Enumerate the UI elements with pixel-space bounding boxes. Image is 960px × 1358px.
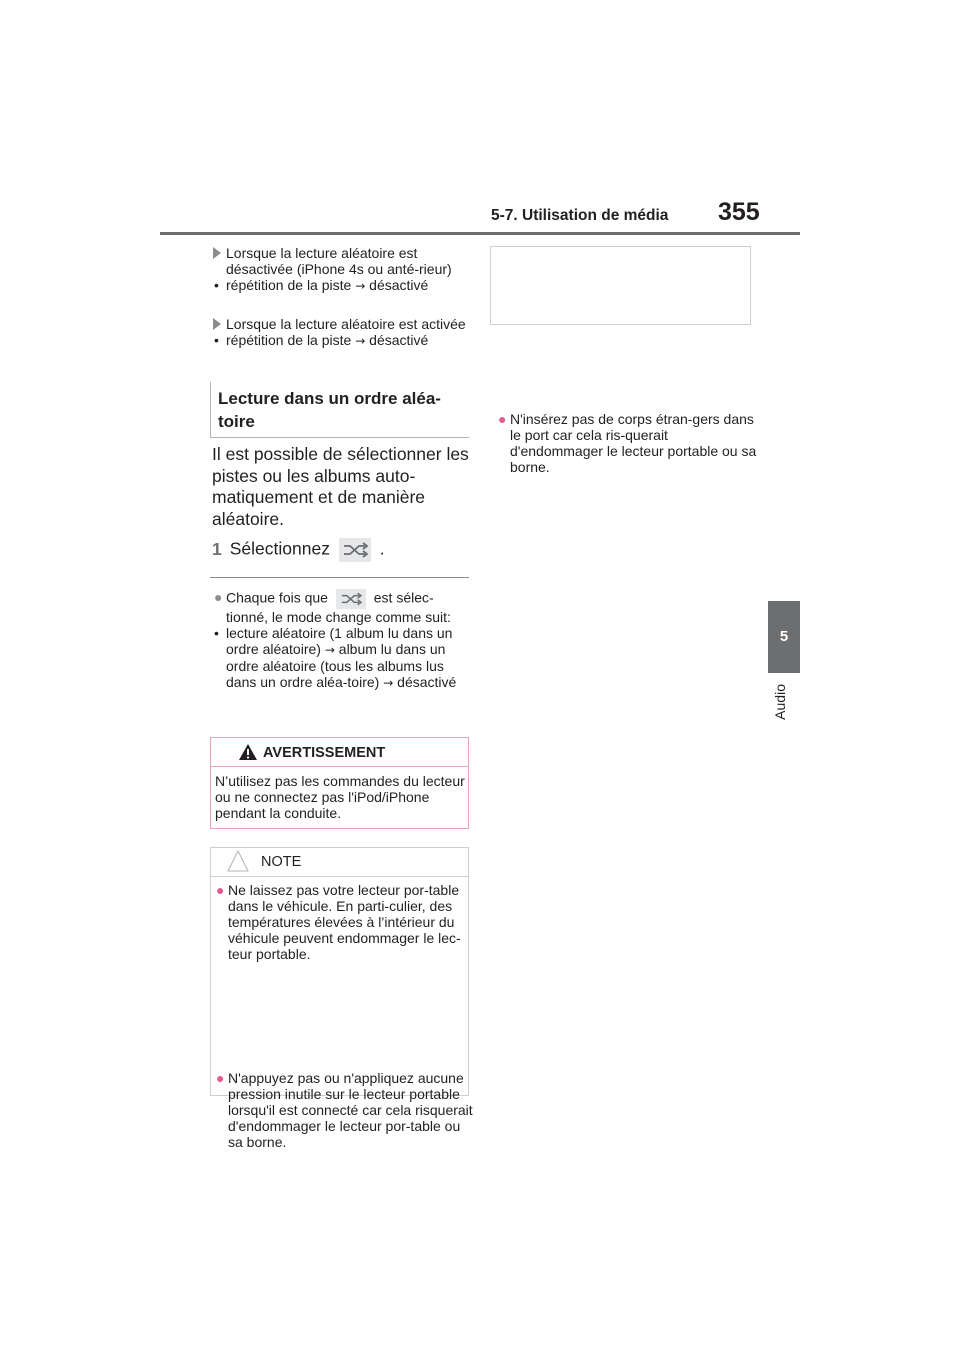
note-continuation-box (490, 246, 751, 325)
repeat-heading: Lorsque la lecture aléatoire est désactivée (iPhone 4s ou anté-rieur) (213, 245, 471, 277)
note-item: ● Ne laissez pas votre lecteur por-table dans le véhicule. En parti-culier, des températures élevées à l’intérieur du véhicule peuvent endommager le lec-teur portable. (216, 882, 461, 962)
arrow-icon: → (355, 334, 366, 348)
chapter-tab: 5 (768, 601, 800, 673)
triangle-bullet-icon (213, 318, 221, 330)
warning-triangle-icon (238, 743, 258, 766)
section-title: 5-7. Utilisation de média (491, 207, 669, 224)
note-header (211, 848, 468, 877)
section-heading: Lecture dans un ordre aléa-toire (218, 389, 441, 431)
warning-title: AVERTISSEMENT (263, 745, 386, 761)
step-number: 1 (212, 538, 222, 559)
repeat-bullet: • répétition de la piste → désactivé (214, 332, 429, 348)
bullet-dot-icon: ● (216, 1070, 225, 1086)
page-number: 355 (718, 198, 760, 226)
shuffle-icon (336, 589, 366, 609)
header-rule (160, 232, 800, 235)
warning-text: N’utilisez pas les commandes du lecteur ou ne connectez pas l'iPod/iPhone pendant la conduite. (215, 773, 465, 821)
bullet-dot-icon: ● (214, 589, 223, 605)
triangle-bullet-icon (213, 247, 221, 259)
note-title: NOTE (261, 854, 302, 870)
note-triangle-icon (227, 849, 249, 878)
repeat-item-1 (213, 245, 471, 294)
repeat-item-2 (213, 316, 471, 349)
arrow-icon: → (383, 676, 394, 690)
bullet-dot-icon: ● (498, 411, 507, 427)
chapter-label: Audio (772, 684, 788, 720)
note-item: ● N'insérez pas de corps étran-gers dans le port car cela ris-querait d'endommager le lecteur portable ou sa borne. (498, 411, 757, 475)
note-item: ● N'appuyez pas ou n'appliquez aucune pression inutile sur le lecteur portable lorsqu'il est connecté car cela risquerait d'endommager le lecteur por-table ou sa borne. (216, 1070, 473, 1150)
arrow-icon: → (355, 279, 366, 293)
repeat-bullet: • répétition de la piste → désactivé (214, 277, 429, 293)
arrow-icon: → (324, 643, 335, 657)
shuffle-mode-info: ● Chaque fois que est sélec-tionné, le mode change comme suit: • lecture aléatoire (1 album lu dans un ordre aléatoire) → album lu dans un ordre aléatoire (tous les albums lus dans un ordre aléa-toire) → désactivé (214, 589, 457, 690)
divider (210, 577, 469, 578)
repeat-heading: Lorsque la lecture aléatoire est activée (213, 316, 471, 332)
step-1: 1 Sélectionnez . (212, 538, 385, 562)
shuffle-icon (339, 538, 371, 562)
bullet-dot-icon: ● (216, 882, 225, 898)
section-intro: Il est possible de sélectionner les pistes ou les albums auto-matiquement et de manière aléatoire. (212, 444, 469, 529)
